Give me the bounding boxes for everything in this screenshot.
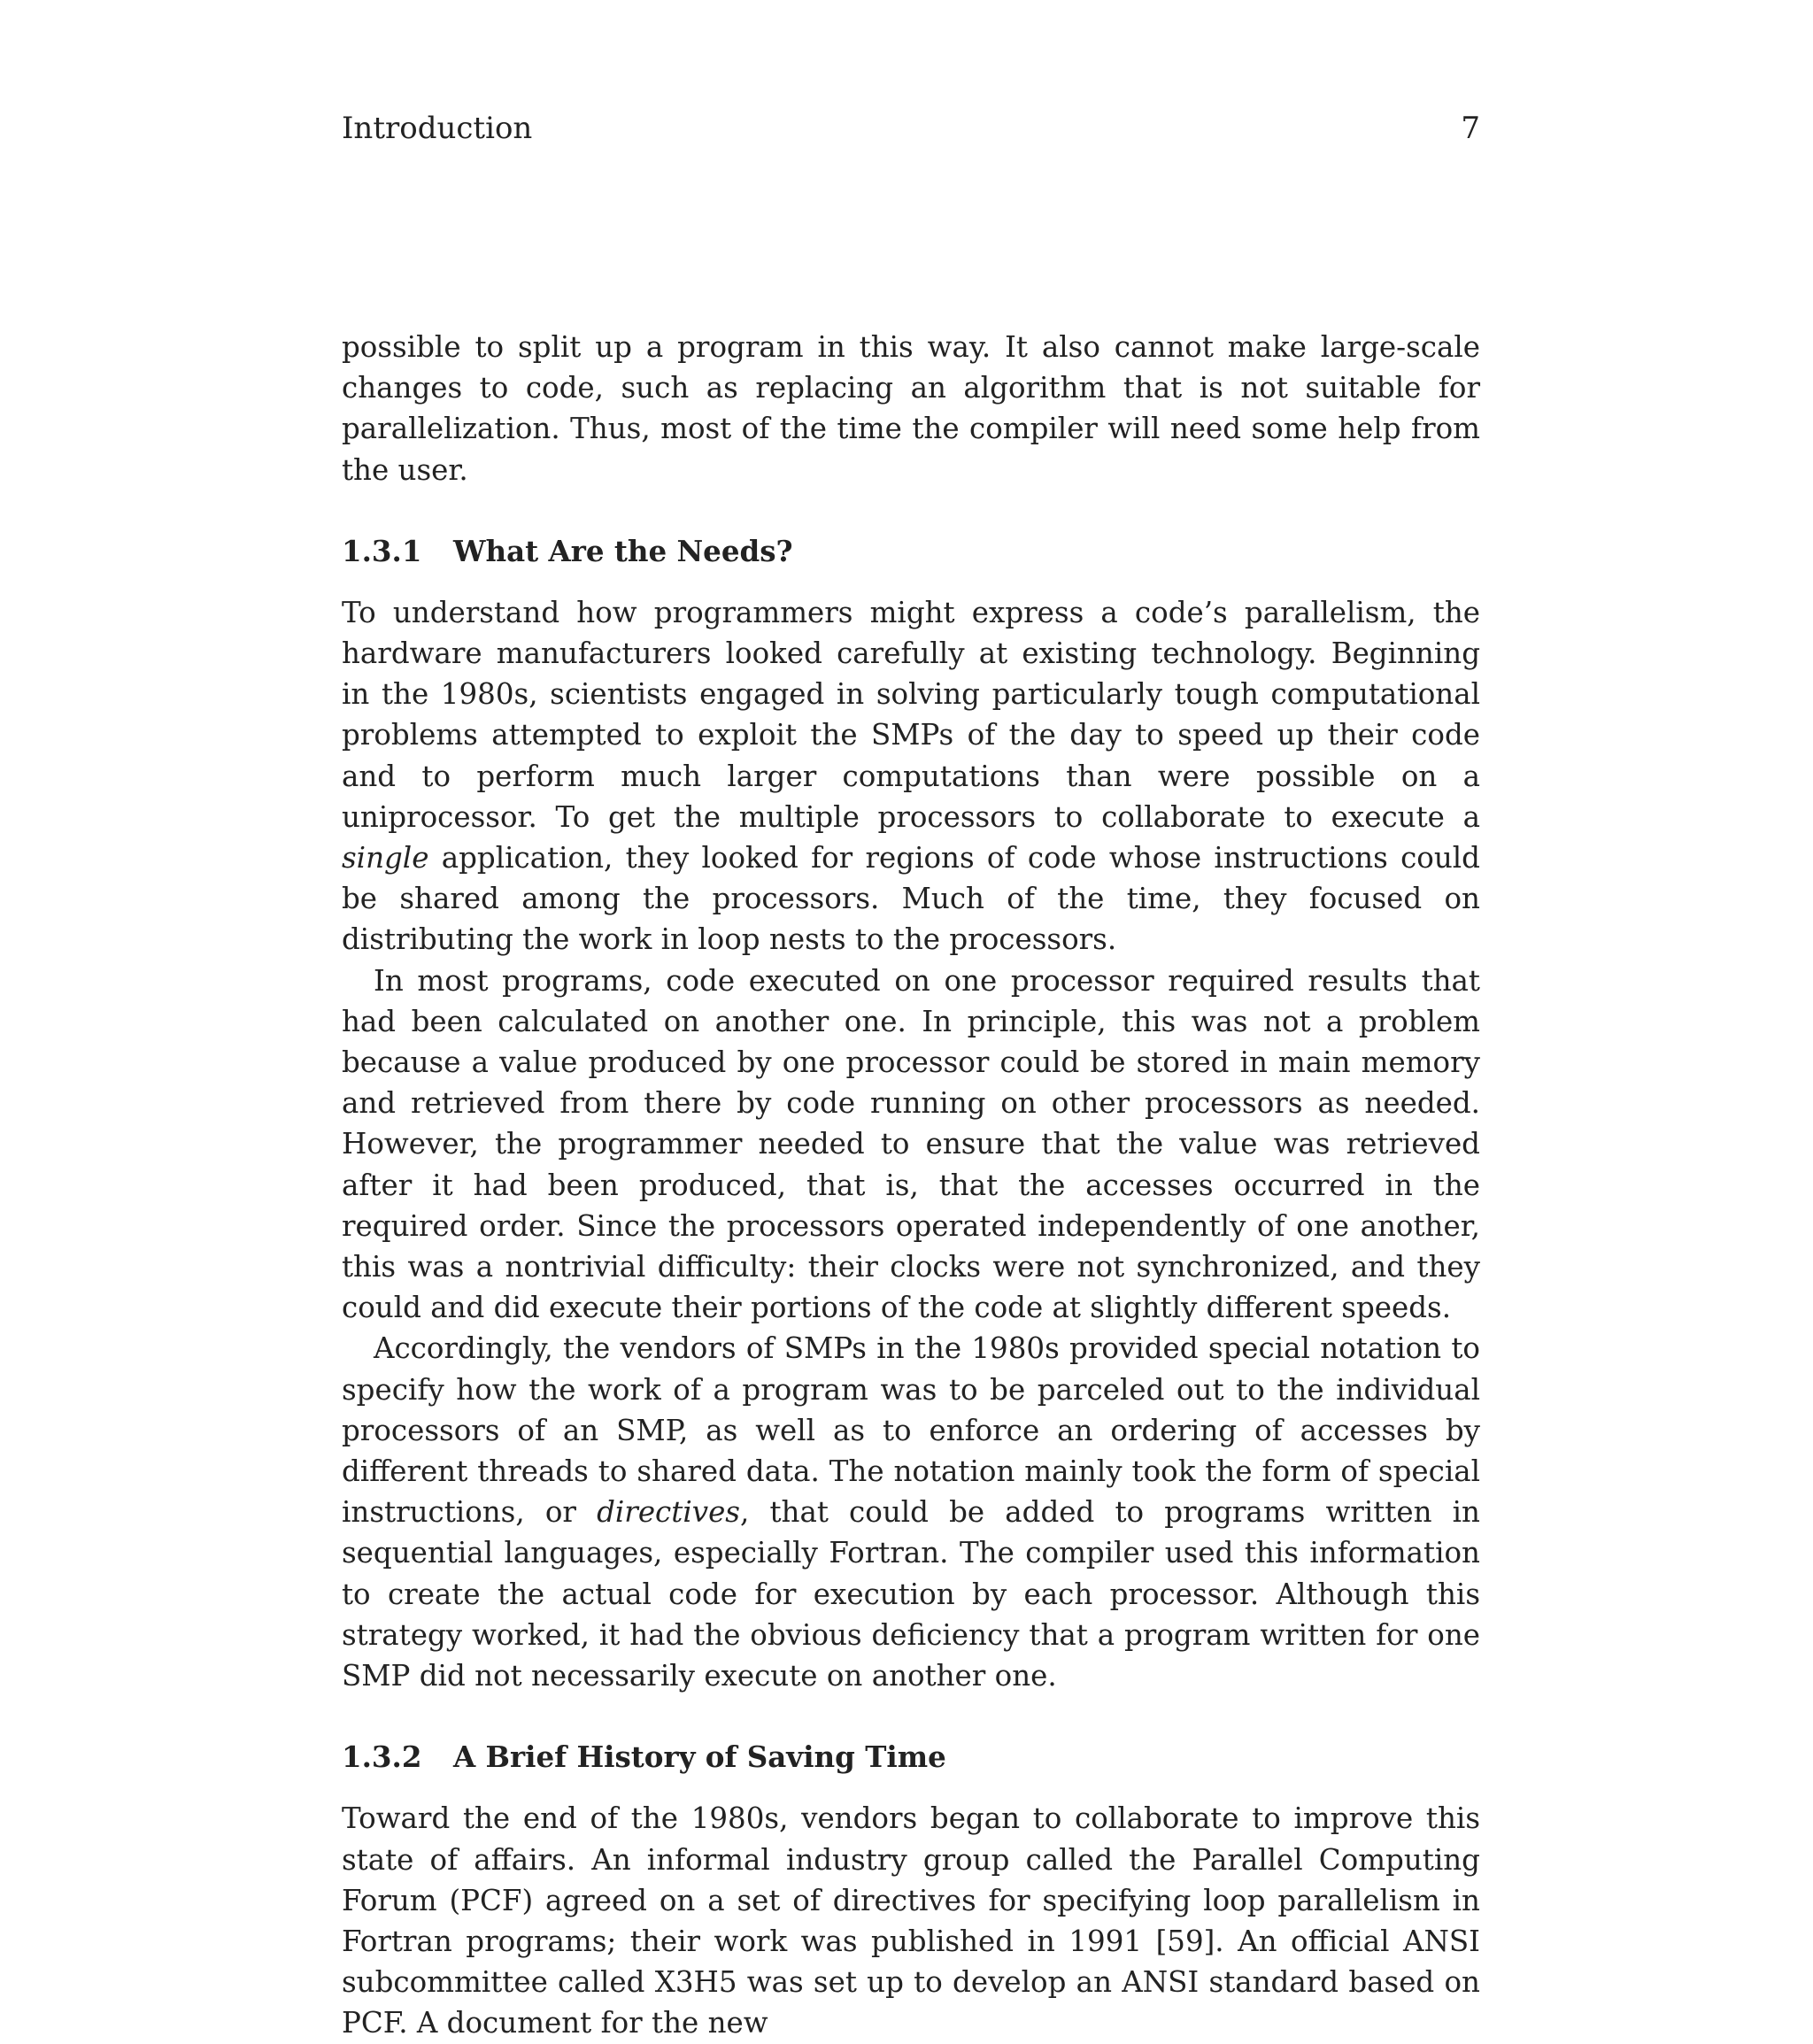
text-run: To understand how programmers might express a code’s parallelism, the hardware manufacturers looked carefully at existing technology. Beginning in the 1980s, scientists engaged in solving particularly tough computational problems attempted to exploit the SMPs of the day to speed up their code and to perform much larger computations than were possible on a uniprocessor. To get the multiple processors to collaborate to execute a	[342, 595, 1480, 834]
text-run: Accordingly, the vendors of SMPs in the 1980s provided special notation to specify how the work of a program was to be parceled out to the individual processors of an SMP, as well as to enforce an ordering of accesses by different threads to shared data. The notation mainly took the form of special instructions, or	[342, 1331, 1480, 1530]
section-number: 1.3.2	[342, 1739, 422, 1775]
page-number: 7	[1461, 111, 1480, 146]
section-title: A Brief History of Saving Time	[453, 1739, 946, 1775]
paragraph-needs-3	[342, 1328, 1480, 1696]
section-number: 1.3.1	[342, 533, 422, 568]
text-run: , that could be added to programs written in sequential languages, especially Fortran. The compiler used this information to create the actual code for execution by each processor. Although this strategy worked, it had the obvious deficiency that a program written for one SMP did not necessarily execute on another one.	[342, 1495, 1480, 1693]
section-heading-1-3-2	[342, 1737, 1480, 1778]
running-title: Introduction	[342, 111, 533, 146]
paragraph-needs-1	[342, 592, 1480, 960]
paragraph-history-1: Toward the end of the 1980s, vendors began to collaborate to improve this state of affairs. An informal industry group called the Parallel Computing Forum (PCF) agreed on a set of directives for specifying loop parallelism in Fortran programs; their work was published in 1991 [59]. An official ANSI subcommittee called X3H5 was set up to develop an ANSI standard based on PCF. A document for the new	[342, 1801, 1480, 2040]
section-title: What Are the Needs?	[453, 533, 793, 568]
emphasis-text: single	[342, 841, 429, 875]
running-header	[342, 108, 1480, 149]
emphasis-text: directives	[597, 1495, 740, 1530]
section-heading-1-3-1	[342, 531, 1480, 572]
paragraph-continued: possible to split up a program in this way. It also cannot make large-scale changes to code, such as replacing an algorithm that is not suitable for parallelization. Thus, most of the time the compiler will need some help from the user.	[342, 330, 1480, 487]
text-run: application, they looked for regions of code whose instructions could be shared among the processors. Much of the time, they focused on distributing the work in loop nests to the processors.	[342, 841, 1480, 957]
page-body	[342, 327, 1480, 2044]
paragraph-needs-2: In most programs, code executed on one processor required results that had been calculated on another one. In principle, this was not a problem because a value produced by one processor could be stored in main memory and retrieved from there by code running on other processors as needed. However, the programmer needed to ensure that the value was retrieved after it had been produced, that is, that the accesses occurred in the required order. Since the processors operated independently of one another, this was a nontrivial difficulty: their clocks were not synchronized, and they could and did execute their portions of the code at slightly different speeds.	[342, 963, 1480, 1325]
